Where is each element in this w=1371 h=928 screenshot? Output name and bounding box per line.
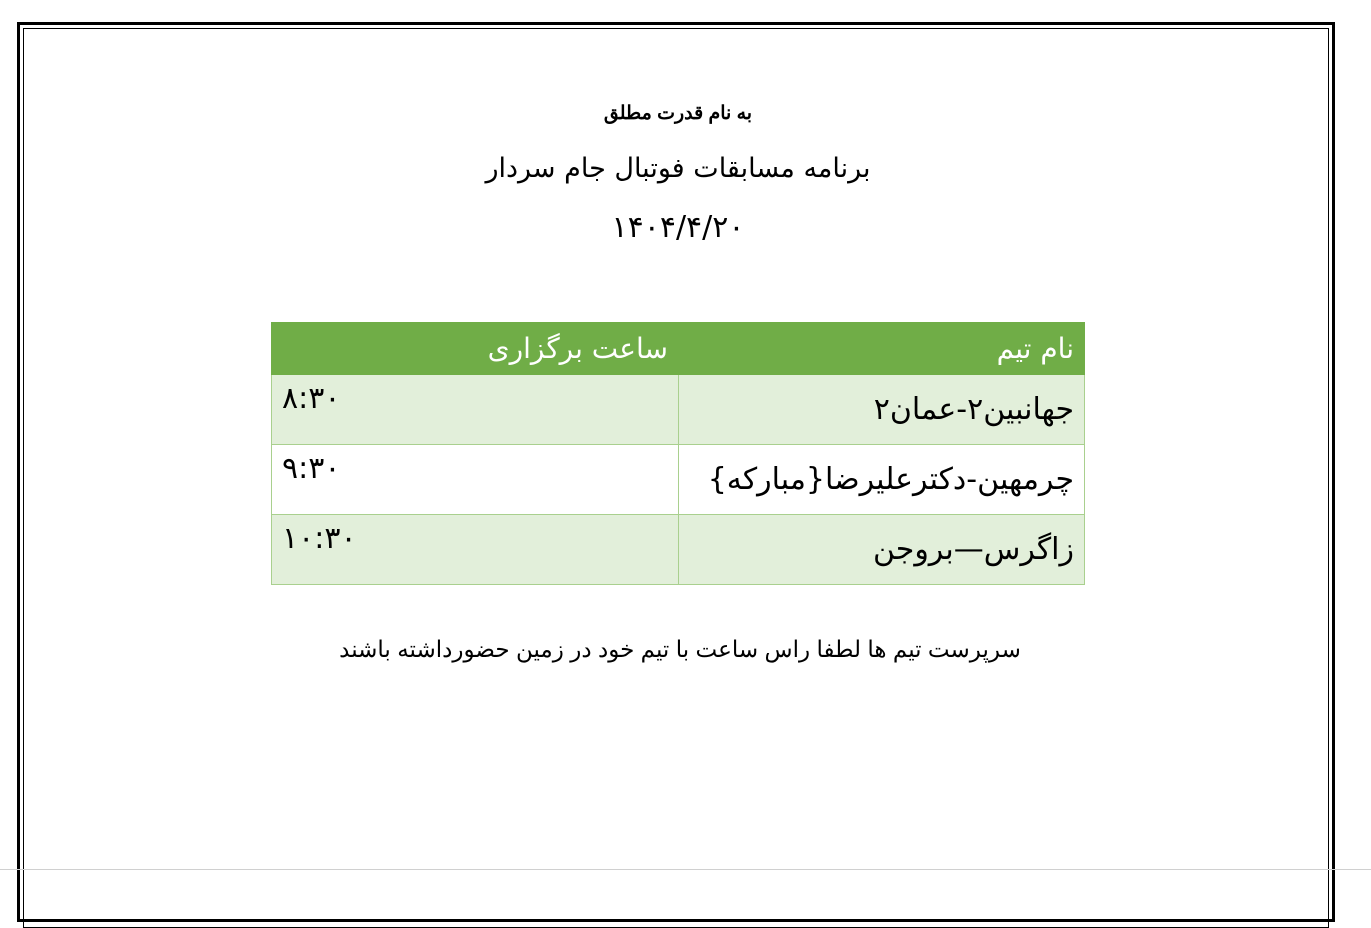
time-cell: ۱۰:۳۰	[272, 515, 679, 585]
document-title: برنامه مسابقات فوتبال جام سردار	[485, 153, 871, 184]
footer-note: سرپرست تیم ها لطفا راس ساعت با تیم خود در زمین حضورداشته باشند	[339, 636, 1021, 662]
table-row	[272, 445, 1085, 515]
time-cell: ۸:۳۰	[272, 375, 679, 445]
team-cell: زاگرس—بروجن	[679, 515, 1085, 585]
header-time: ساعت برگزاری	[272, 323, 679, 375]
header-team: نام تیم	[679, 323, 1085, 375]
team-cell: چرمهین-دکترعلیرضا{مبارکه}	[679, 445, 1085, 515]
invocation-heading: به نام قدرت مطلق	[603, 103, 753, 124]
table-header-row	[272, 323, 1085, 375]
table-row	[272, 515, 1085, 585]
time-cell: ۹:۳۰	[272, 445, 679, 515]
schedule-table	[271, 322, 1085, 585]
document-date: ۱۴۰۴/۴/۲۰	[611, 210, 745, 245]
page-bottom-edge	[0, 869, 1371, 870]
table-row	[272, 375, 1085, 445]
team-cell: جهانبین۲-عمان۲	[679, 375, 1085, 445]
